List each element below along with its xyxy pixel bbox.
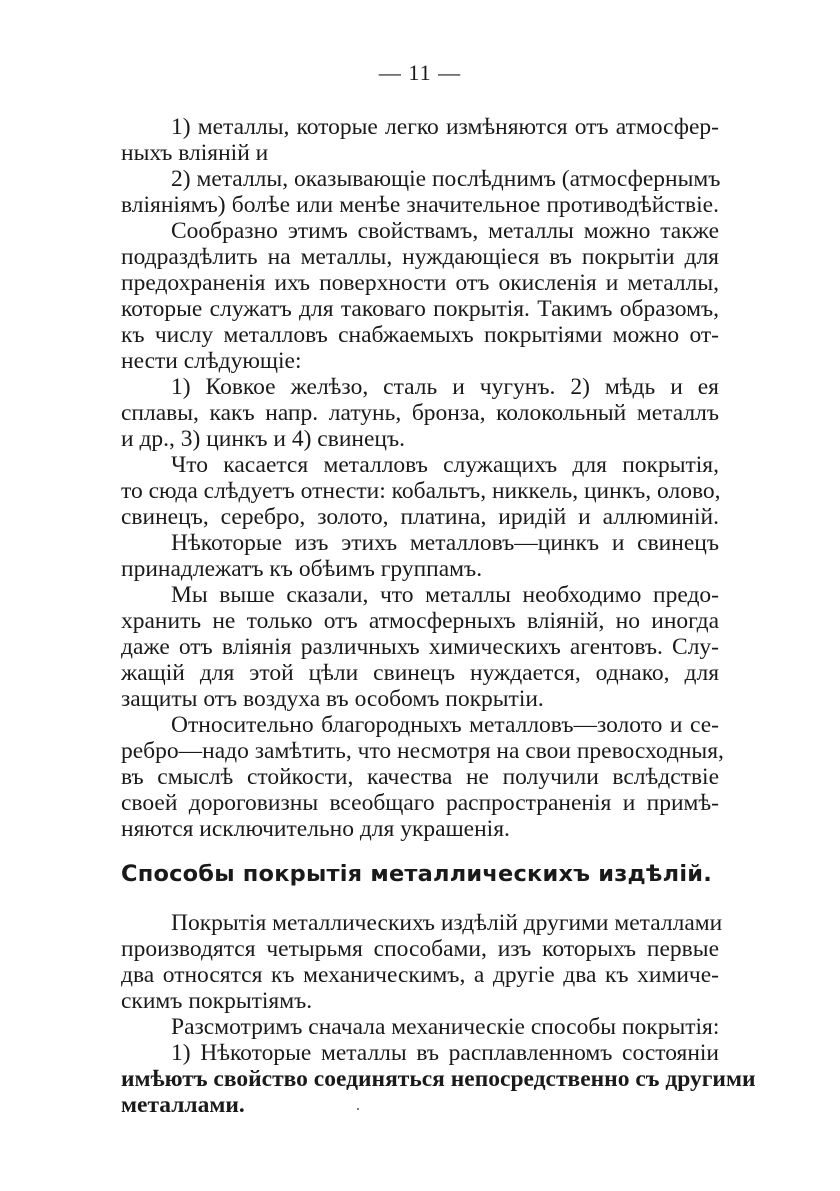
text-line: подраздѣлить на металлы, нуждающіеся въ покрытіи для	[121, 244, 719, 270]
text-line: даже отъ вліянія различныхъ химическихъ агентовъ. Слу-	[121, 634, 719, 660]
text-line: два относятся къ механическимъ, а другіе два къ химиче-	[121, 962, 719, 988]
text-line: вліяніямъ) болѣе или менѣе значительное противодѣйствіе.	[121, 192, 719, 218]
text-line: свинецъ, серебро, золото, платина, иридій и аллюминій.	[121, 504, 719, 530]
text-line: своей дороговизны всеобщаго распространенія и примѣ-	[121, 790, 719, 816]
body-text-section-1	[121, 114, 724, 842]
text-line: и др., 3) цинкъ и 4) свинецъ.	[121, 426, 406, 452]
text-line: жащій для этой цѣли свинецъ нуждается, однако, для	[121, 660, 719, 686]
text-line: сплавы, какъ напр. латунь, бронза, колокольный металлъ	[121, 400, 719, 426]
text-line: къ числу металловъ снабжаемыхъ покрытіями можно от-	[121, 322, 719, 348]
text-line: Относительно благородныхъ металловъ—золото и се-	[171, 712, 719, 738]
text-line: защиты отъ воздуха въ особомъ покрытіи.	[121, 686, 544, 712]
ink-speck	[357, 1108, 359, 1110]
text-line: Разсмотримъ сначала механическіе способы покрытія:	[171, 1014, 720, 1040]
text-line: 1) Нѣкоторые металлы въ расплавленномъ состояніи	[171, 1040, 719, 1066]
section-heading: Способы покрытія металлическихъ издѣлій.	[121, 861, 712, 887]
text-line: принадлежатъ къ обѣимъ группамъ.	[121, 556, 483, 582]
text-line: скимъ покрытіямъ.	[121, 988, 313, 1014]
text-line: предохраненія ихъ поверхности отъ окисленія и металлы,	[121, 270, 719, 296]
text-line: которые служатъ для таковаго покрытія. Такимъ образомъ,	[121, 296, 719, 322]
text-line: 2) металлы, оказывающіе послѣднимъ (атмосфернымъ	[171, 166, 721, 192]
text-line: ребро—надо замѣтить, что несмотря на свои превосходныя,	[121, 738, 724, 764]
body-text-section-2	[121, 910, 756, 1118]
text-line: 1) металлы, которые легко измѣняются отъ атмосфер-	[171, 114, 719, 140]
text-line: хранить не только отъ атмосферныхъ вліяній, но иногда	[121, 608, 719, 634]
text-line: производятся четырьмя способами, изъ которыхъ первые	[121, 936, 719, 962]
text-line: 1) Ковкое желѣзо, сталь и чугунъ. 2) мѣдь и ея	[171, 374, 719, 400]
text-line: Нѣкоторые изъ этихъ металловъ—цинкъ и свинецъ	[171, 530, 719, 556]
text-line: ныхъ вліяній и	[121, 140, 269, 166]
text-line: нести слѣдующіе:	[121, 348, 302, 374]
text-line: въ смыслѣ стойкости, качества не получили вслѣдствіе	[121, 764, 719, 790]
page-number: — 11 —	[378, 60, 462, 85]
text-line: Покрытія металлическихъ издѣлій другими металлами	[171, 910, 723, 936]
text-line: Сообразно этимъ свойствамъ, металлы можно также	[171, 218, 719, 244]
text-line: имѣютъ свойство соединяться непосредственно съ другими	[121, 1066, 756, 1092]
text-line: няются исключительно для украшенія.	[121, 816, 510, 842]
text-line: Что касается металловъ служащихъ для покрытія,	[171, 452, 719, 478]
text-line: то сюда слѣдуетъ отнести: кобальтъ, никкель, цинкъ, олово,	[121, 478, 721, 504]
text-line: металлами.	[121, 1092, 245, 1118]
text-line: Мы выше сказали, что металлы необходимо предо-	[171, 582, 719, 608]
